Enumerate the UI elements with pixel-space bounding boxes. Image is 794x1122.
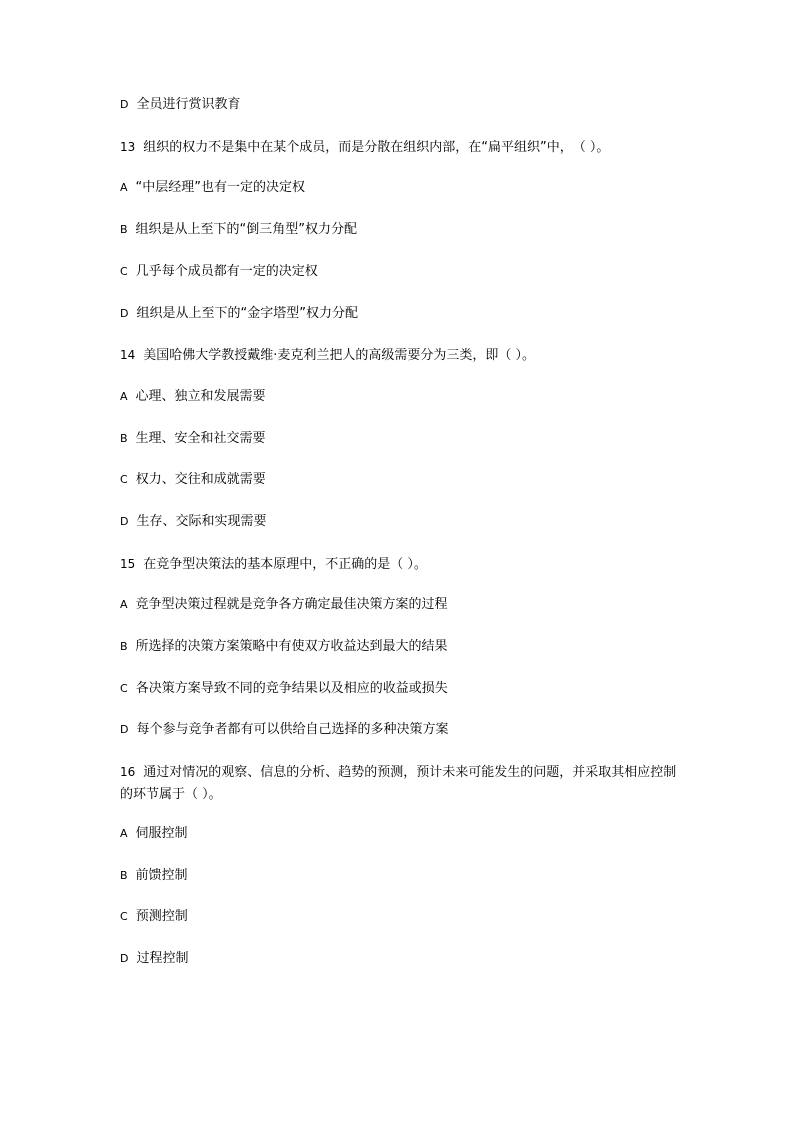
question-text: 美国哈佛大学教授戴维·麦克利兰把人的高级需要分为三类，即（ ）。 [143, 348, 536, 363]
option-letter: C [120, 682, 128, 695]
option-letter: A [120, 827, 128, 840]
option-text: 各决策方案导致不同的竞争结果以及相应的收益或损失 [135, 681, 448, 696]
option-letter: C [120, 910, 128, 923]
option-letter: D [120, 98, 129, 111]
q13-option-a [120, 177, 680, 199]
option-letter: B [120, 432, 128, 445]
option-letter: A [120, 181, 128, 194]
option-text: 心理、独立和发展需要 [135, 389, 266, 404]
q16-option-a [120, 823, 680, 845]
q13-option-b [120, 219, 680, 241]
option-text: 组织是从上至下的“金字塔型”权力分配 [136, 306, 358, 321]
q14-option-b [120, 428, 680, 450]
option-text: 生理、安全和社交需要 [135, 431, 266, 446]
q15-option-b [120, 636, 680, 658]
option-text: 所选择的决策方案策略中有使双方收益达到最大的结果 [135, 639, 448, 654]
option-letter: B [120, 869, 128, 882]
q13-option-d [120, 303, 680, 325]
q13-option-c [120, 261, 680, 283]
option-text: 权力、交往和成就需要 [135, 472, 266, 487]
option-letter: A [120, 390, 128, 403]
option-text: “中层经理”也有一定的决定权 [135, 180, 306, 195]
q15-option-c [120, 678, 680, 700]
option-text: 全员进行赏识教育 [136, 97, 241, 112]
option-text: 前馈控制 [135, 868, 188, 883]
q14-option-a [120, 386, 680, 408]
question-number: 13 [120, 140, 136, 154]
question-text: 组织的权力不是集中在某个成员，而是分散在组织内部，在“扁平组织”中， （ ）。 [143, 140, 610, 155]
option-text: 生存、交际和实现需要 [136, 514, 267, 529]
question-number: 16 [120, 765, 136, 779]
q15-option-d [120, 719, 680, 741]
option-text: 每个参与竞争者都有可以供给自己选择的多种决策方案 [136, 722, 449, 737]
question-number: 14 [120, 348, 136, 362]
option-text: 伺服控制 [135, 826, 188, 841]
q12-option-d [120, 94, 680, 116]
option-text: 竞争型决策过程就是竞争各方确定最佳决策方案的过程 [135, 597, 448, 612]
option-letter: B [120, 640, 128, 653]
q14-option-c [120, 469, 680, 491]
option-letter: D [120, 515, 129, 528]
q15-option-a [120, 594, 680, 616]
option-text: 组织是从上至下的“倒三角型”权力分配 [135, 222, 358, 237]
option-letter: C [120, 473, 128, 486]
q14-stem [120, 344, 680, 367]
q14-option-d [120, 511, 680, 533]
option-text: 几乎每个成员都有一定的决定权 [135, 264, 318, 279]
q16-stem [120, 761, 680, 806]
option-letter: B [120, 223, 128, 236]
question-text: 在竞争型决策法的基本原理中，不正确的是（ ）。 [143, 557, 427, 572]
q16-option-b [120, 865, 680, 887]
question-number: 15 [120, 557, 136, 571]
q13-stem [120, 136, 680, 159]
q15-stem [120, 553, 680, 576]
option-letter: D [120, 307, 129, 320]
option-letter: D [120, 723, 129, 736]
q16-option-d [120, 948, 680, 970]
option-text: 预测控制 [135, 909, 188, 924]
option-letter: C [120, 265, 128, 278]
option-letter: A [120, 598, 128, 611]
question-text: 通过对情况的观察、信息的分析、趋势的预测，预计未来可能发生的问题，并采取其相应控制的环节属于（ ）。 [120, 765, 677, 802]
option-letter: D [120, 952, 129, 965]
q16-option-c [120, 906, 680, 928]
option-text: 过程控制 [136, 951, 189, 966]
